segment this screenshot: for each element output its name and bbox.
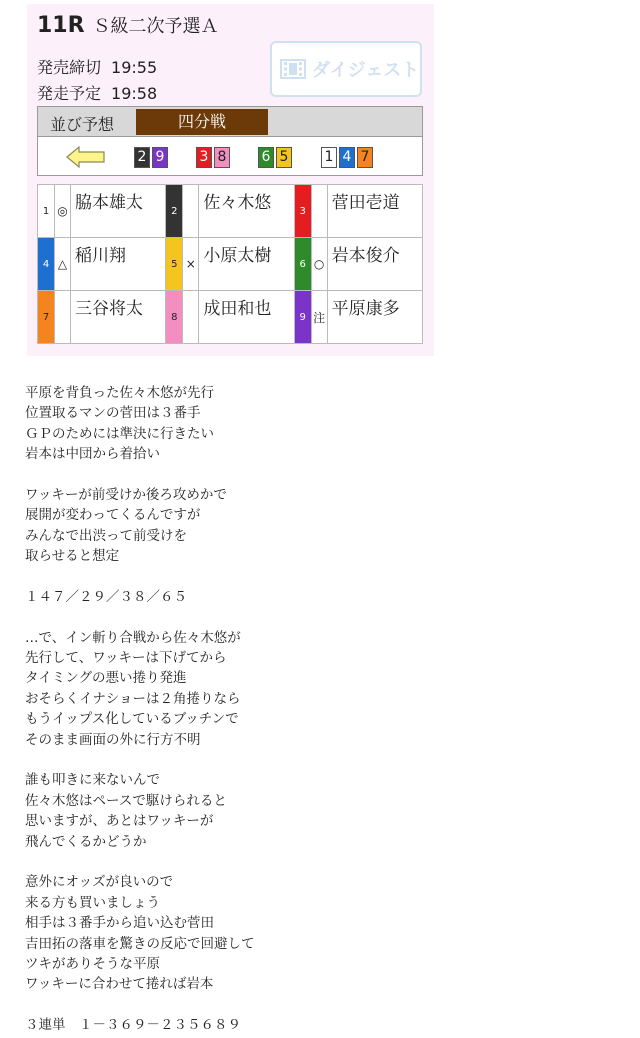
line-group [134,147,168,168]
bike-number-badge: 4 [339,147,355,168]
comment-line: …で、イン斬り合戦から佐々木悠が [25,629,241,646]
bike-number: 9 [299,312,306,323]
comment-line: もうイップス化しているブッチンで [25,711,239,728]
comment-line: タイミングの悪い捲り発進 [25,670,187,687]
comment-line: 位置取るマンの菅田は３番手 [25,405,201,422]
comment-line: そのまま画面の外に行方不明 [25,731,201,748]
sales-deadline [37,55,157,78]
comment-line: １４７／２９／３８／６５ [25,588,187,605]
start-label: 発走予定 [37,84,102,103]
digest-label: ダイジェスト [312,60,420,81]
race-number: 11R [37,13,85,38]
bike-number-cell [166,291,183,344]
bike-number: 2 [171,206,178,217]
bike-number: 3 [299,206,306,217]
prediction-mark: ◎ [55,185,71,238]
comment-line: ツキがありそうな平原 [25,955,160,972]
comment-line [25,852,425,872]
prediction-mark: ○ [311,238,327,291]
start-time-value: 19:58 [111,84,158,103]
bike-number-cell [166,185,183,238]
comment-line: 飛んでくるかどうか [25,833,147,850]
comment-line: ワッキーが前受けか後ろ攻めかで [25,486,227,503]
comment-line: みんなで出渋って前受けを [25,527,187,544]
start-time [37,81,157,104]
prediction-mark: 注 [311,291,327,344]
comment-line: 先行して、ワッキーは下げてから [25,650,227,667]
rider-name[interactable]: 佐々木悠 [199,185,294,238]
comment-line: ＧＰのためには準決に行きたい [25,425,214,442]
rider-name[interactable]: 成田和也 [199,291,294,344]
bike-number-badge: 3 [196,147,212,168]
line-prediction-title: 並び予想 [50,115,115,134]
bike-number-badge: 6 [258,147,274,168]
line-group [196,147,230,168]
bike-number-badge: 9 [152,147,168,168]
comment-line: 意外にオッズが良いので [25,874,174,891]
prediction-mark [311,185,327,238]
prediction-comment [25,383,425,1036]
comment-line [25,995,425,1015]
rider-name[interactable]: 平原康多 [327,291,422,344]
comment-line: 吉田拓の落車を驚きの反応で回避して [25,935,255,952]
bike-number: 6 [299,259,306,270]
line-group [321,147,373,168]
comment-line [25,465,425,485]
bike-number: 1 [42,206,50,217]
prediction-mark [55,291,71,344]
line-group [258,147,292,168]
comment-line: 誰も叩きに来ないんで [25,772,160,789]
race-card [27,4,434,356]
bike-number-badge: 1 [321,147,337,168]
race-name: Ｓ級二次予選Ａ [92,16,219,37]
left-arrow-icon [66,146,106,168]
comment-line: 思いますが、あとはワッキーが [25,813,214,830]
rider-name[interactable]: 小原太樹 [199,238,294,291]
comment-line: 取らせると想定 [25,548,120,565]
rider-name[interactable]: 三谷将太 [71,291,166,344]
comment-line: おそらくイナショーは２角捲りなら [25,690,241,707]
bike-number-badge: 2 [134,147,150,168]
rider-name[interactable]: 稲川翔 [71,238,166,291]
entries-table [37,184,423,344]
rider-name[interactable]: 脇本雄太 [71,185,166,238]
bike-number-badge: 8 [214,147,230,168]
comment-line [25,567,425,587]
bike-number-cell [294,291,311,344]
bike-number: 8 [171,312,178,323]
comment-line: 岩本は中団から着拾い [25,446,160,463]
comment-line: 平原を背負った佐々木悠が先行 [25,385,214,401]
line-prediction-body [38,137,422,176]
prediction-mark: △ [55,238,71,291]
entries-row [38,291,423,344]
comment-line: 相手は３番手から追い込む菅田 [25,915,214,932]
bike-number-cell [294,185,311,238]
comment-line: ワッキーに合わせて捲れば岩本 [25,976,214,993]
prediction-mark [183,291,199,344]
line-prediction-header [38,107,422,137]
line-prediction [37,106,423,176]
bike-number-cell [166,238,183,291]
comment-line: 来る方も買いましょう [25,894,160,911]
rider-name[interactable]: 菅田壱道 [327,185,422,238]
bike-number-cell [38,238,55,291]
bike-number-cell [38,291,55,344]
comment-line: ３連単 １－３６９－２３５６８９ [25,1017,241,1034]
bike-number: 4 [42,259,50,270]
comment-line [25,750,425,770]
digest-button[interactable] [270,41,422,97]
bike-number-badge: 7 [357,147,373,168]
deadline-time: 19:55 [111,58,158,77]
race-title [37,12,219,38]
race-split-type: 四分戦 [136,109,268,135]
bike-number: 7 [42,312,50,323]
prediction-mark [183,185,199,238]
film-icon [280,58,306,80]
comment-line [25,607,425,627]
rider-name[interactable]: 岩本俊介 [327,238,422,291]
bike-number: 5 [171,259,178,270]
bike-number-badge: 5 [276,147,292,168]
entries-row [38,238,423,291]
comment-line: 佐々木悠はペースで駆けられると [25,792,227,809]
bike-number-cell [38,185,55,238]
entries-row [38,185,423,238]
deadline-label: 発売締切 [37,58,102,77]
comment-line: 展開が変わってくるんですが [25,507,201,524]
bike-number-cell [294,238,311,291]
prediction-mark: × [183,238,199,291]
